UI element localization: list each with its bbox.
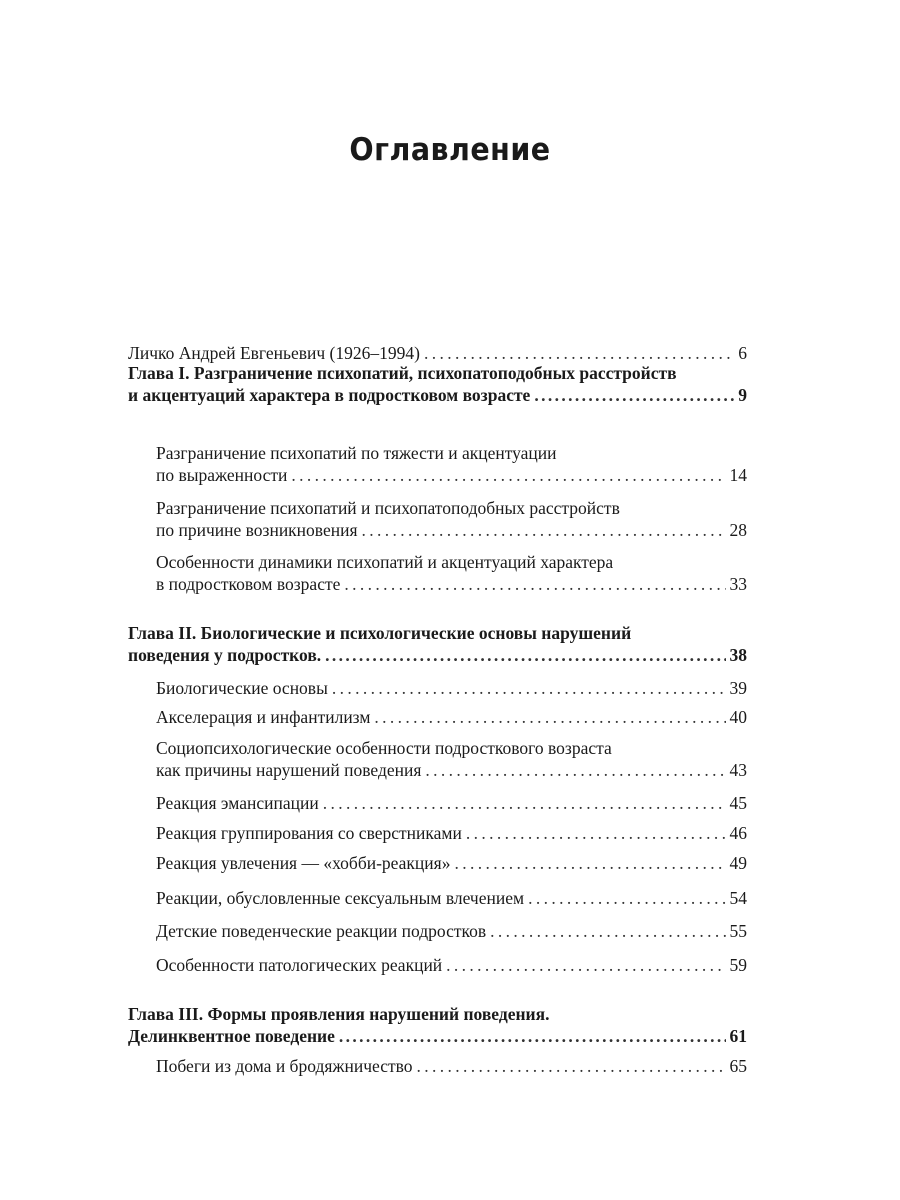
toc-entry[interactable] xyxy=(156,737,747,781)
page-number: 54 xyxy=(729,888,747,908)
toc-entry[interactable] xyxy=(156,677,747,699)
toc-entry-text: Акселерация и инфантилизм xyxy=(156,707,371,727)
toc-entry-text: Делинквентное поведение xyxy=(128,1026,335,1046)
page-number: 61 xyxy=(729,1026,747,1046)
dot-leader xyxy=(344,573,725,595)
toc-entry-text: Глава III. Формы проявления нарушений поведения. xyxy=(128,1004,550,1024)
toc-entry-text: Социопсихологические особенности подросткового возраста xyxy=(156,738,612,758)
dot-leader xyxy=(466,822,726,844)
toc-entry[interactable] xyxy=(128,622,747,666)
page-number: 55 xyxy=(729,921,747,941)
page-number: 45 xyxy=(729,793,747,813)
page-number: 40 xyxy=(729,707,747,727)
toc-entry[interactable] xyxy=(156,442,747,486)
toc-entry[interactable] xyxy=(156,887,747,909)
toc-entry-text: Разграничение психопатий и психопатоподобных расстройств xyxy=(156,498,620,518)
dot-leader xyxy=(417,1055,726,1077)
dot-leader xyxy=(446,954,725,976)
dot-leader xyxy=(325,644,725,666)
dot-leader xyxy=(490,920,725,942)
dot-leader xyxy=(374,706,725,728)
toc-entry[interactable] xyxy=(128,362,747,406)
toc-entry-text: как причины нарушений поведения xyxy=(156,760,422,780)
toc-entry-text: Побеги из дома и бродяжничество xyxy=(156,1056,413,1076)
page-number: 43 xyxy=(729,760,747,780)
dot-leader xyxy=(534,384,734,406)
page-number: 46 xyxy=(729,823,747,843)
page-number: 39 xyxy=(729,678,747,698)
toc-entry-text: Реакции, обусловленные сексуальным влечением xyxy=(156,888,525,908)
toc-entry-text: Реакция группирования со сверстниками xyxy=(156,823,462,843)
dot-leader xyxy=(323,792,726,814)
toc-entry[interactable] xyxy=(156,920,747,942)
toc-entry[interactable] xyxy=(156,497,747,541)
page-number: 59 xyxy=(729,955,747,975)
toc-entry[interactable] xyxy=(156,852,747,874)
page-number: 14 xyxy=(729,465,747,485)
toc-entry[interactable] xyxy=(156,551,747,595)
toc-entry[interactable] xyxy=(128,1003,747,1047)
toc-entry-text: Реакция эмансипации xyxy=(156,793,319,813)
dot-leader xyxy=(362,519,726,541)
toc-entry-text: по выраженности xyxy=(156,465,288,485)
toc-entry[interactable] xyxy=(156,1055,747,1077)
toc-entry-text: Глава II. Биологические и психологические основы нарушений xyxy=(128,623,632,643)
page-title: Оглавление xyxy=(349,132,551,168)
dot-leader xyxy=(424,342,734,364)
toc-entry-text: Разграничение психопатий по тяжести и акцентуации xyxy=(156,443,557,463)
page-number: 38 xyxy=(729,645,747,665)
toc-entry[interactable] xyxy=(156,822,747,844)
dot-leader xyxy=(425,759,725,781)
page-number: 6 xyxy=(738,343,747,363)
dot-leader xyxy=(339,1025,726,1047)
toc-entry-text: Особенности динамики психопатий и акцентуаций характера xyxy=(156,552,614,572)
page-number: 28 xyxy=(729,520,747,540)
toc-entry-text: Личко Андрей Евгеньевич (1926–1994) xyxy=(128,343,420,363)
dot-leader xyxy=(528,887,725,909)
toc-entry[interactable] xyxy=(156,792,747,814)
dot-leader xyxy=(332,677,726,699)
toc-entry-text: поведения у подростков. xyxy=(128,645,322,665)
toc-entry-text: Особенности патологических реакций xyxy=(156,955,443,975)
toc-entry-text: Глава I. Разграничение психопатий, психопатоподобных расстройств xyxy=(128,363,677,383)
toc-entry-text: Детские поведенческие реакции подростков xyxy=(156,921,487,941)
page-number: 33 xyxy=(729,574,747,594)
dot-leader xyxy=(454,852,725,874)
toc-entry-text: в подростковом возрасте xyxy=(156,574,341,594)
toc-entry[interactable] xyxy=(156,954,747,976)
toc-entry[interactable] xyxy=(156,706,747,728)
page-number: 49 xyxy=(729,853,747,873)
toc-entry-text: и акцентуаций характера в подростковом возрасте xyxy=(128,385,531,405)
toc-entry-text: Биологические основы xyxy=(156,678,328,698)
toc-entry-text: Реакция увлечения — «хобби-реакция» xyxy=(156,853,451,873)
dot-leader xyxy=(291,464,725,486)
toc-entry-text: по причине возникновения xyxy=(156,520,358,540)
toc-entry[interactable] xyxy=(128,342,747,364)
page-number: 9 xyxy=(738,385,747,405)
page-number: 65 xyxy=(729,1056,747,1076)
